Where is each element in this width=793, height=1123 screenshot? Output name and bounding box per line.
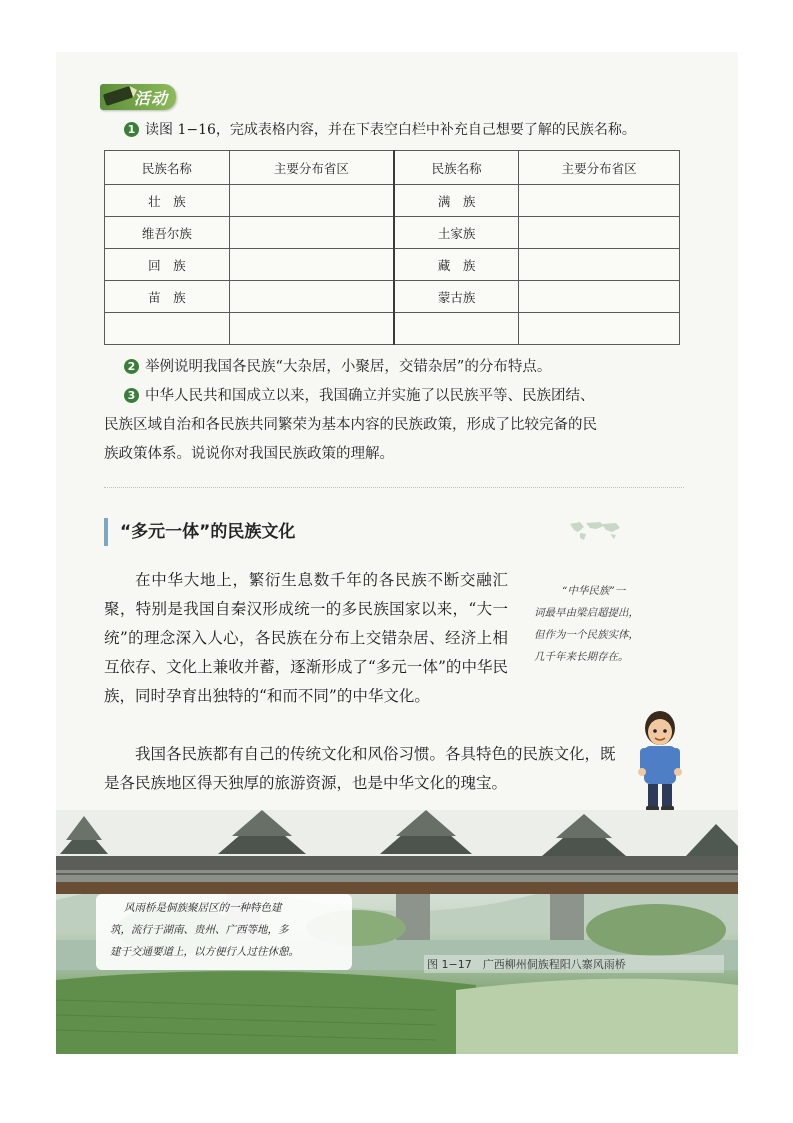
ethnic-name-cell: 回 族 (105, 249, 230, 281)
ethnic-name-cell: 维吾尔族 (105, 217, 230, 249)
question-2 (124, 353, 684, 382)
bridge-note-line: 风雨桥是侗族聚居区的一种特色建 (124, 902, 282, 914)
question-2-text: 举例说明我国各民族“大杂居，小聚居，交错杂居”的分布特点。 (145, 359, 552, 375)
question-number-1: 1 (124, 122, 139, 137)
province-cell[interactable] (519, 217, 680, 249)
body-paragraph-2: 我国各民族都有自己的传统文化和风俗习惯。各具特色的民族文化，既是各民族地区得天独厚的旅游资源，也是中华文化的瑰宝。 (104, 745, 616, 792)
question-3-line (104, 382, 688, 411)
province-cell[interactable] (519, 313, 680, 345)
table-row-blank (105, 313, 680, 345)
blank-name-cell[interactable] (105, 313, 230, 345)
table-header-cell: 主要分布省区 (229, 151, 394, 185)
side-note-line: 但作为一个民族实体， (534, 629, 639, 641)
table-header-cell: 民族名称 (394, 151, 519, 185)
table-header-row (105, 151, 680, 185)
province-cell[interactable] (519, 185, 680, 217)
table-header-cell: 民族名称 (105, 151, 230, 185)
province-cell[interactable] (229, 217, 394, 249)
question-3-text: 中华人民共和国成立以来，我国确立并实施了以民族平等、民族团结、 (145, 388, 595, 404)
section-title: “多元一体”的民族文化 (104, 518, 295, 546)
figure-caption: 图 1−17 广西柳州侗族程阳八寨风雨桥 (424, 955, 724, 973)
province-cell[interactable] (229, 249, 394, 281)
blank-name-cell[interactable] (394, 313, 519, 345)
province-cell[interactable] (229, 281, 394, 313)
student-figure (622, 706, 698, 814)
side-note-line: 词最早由梁启超提出， (534, 607, 639, 619)
activity-badge (100, 84, 176, 110)
question-3-line: 民族区域自治和各民族共同繁荣为基本内容的民族政策，形成了比较完备的民 (104, 417, 597, 433)
side-note-line: 几千年来长期存在。 (534, 651, 629, 663)
question-3 (104, 382, 688, 469)
question-1 (124, 120, 704, 140)
bridge-note-box (96, 894, 352, 970)
bridge-note-line: 筑，流行于湖南、贵州、广西等地，多 (110, 924, 289, 936)
province-cell[interactable] (229, 185, 394, 217)
province-cell[interactable] (229, 313, 394, 345)
ethnic-name-cell: 蒙古族 (394, 281, 519, 313)
ethnic-name-cell: 满 族 (394, 185, 519, 217)
table-row (105, 217, 680, 249)
province-cell[interactable] (519, 249, 680, 281)
divider (104, 487, 684, 488)
province-cell[interactable] (519, 281, 680, 313)
question-number-2: 2 (124, 359, 139, 374)
world-map-icon (566, 518, 622, 542)
table-row (105, 185, 680, 217)
activity-label: 活动 (133, 88, 168, 108)
table-header-cell: 主要分布省区 (519, 151, 680, 185)
ethnic-name-cell: 藏 族 (394, 249, 519, 281)
ethnic-name-cell: 壮 族 (105, 185, 230, 217)
question-3-line: 族政策体系。说说你对我国民族政策的理解。 (104, 446, 394, 462)
question-1-text: 读图 1−16，完成表格内容，并在下表空白栏中补充自己想要了解的民族名称。 (145, 122, 636, 138)
ethnic-name-cell: 土家族 (394, 217, 519, 249)
bridge-note-line: 建于交通要道上，以方便行人过往休憩。 (110, 946, 299, 958)
side-note (534, 580, 670, 668)
side-note-line: “中华民族”一 (562, 585, 626, 597)
table-row (105, 249, 680, 281)
question-number-3: 3 (124, 388, 139, 403)
ethnic-name-cell: 苗 族 (105, 281, 230, 313)
table-row (105, 281, 680, 313)
pencil-icon (103, 86, 133, 106)
body-paragraph-1 (104, 566, 508, 711)
ethnic-distribution-table (104, 150, 680, 345)
paragraph-1-text: 在中华大地上，繁衍生息数千年的各民族不断交融汇聚，特别是我国自秦汉形成统一的多民族国家以来，“大一统”的理念深入人心，各民族在分布上交错杂居、经济上相互依存、文化上兼收并蓄，逐渐形成了“多元一体”的中华民族，同时孕育出独特的“和而不同”的中华文化。 (104, 571, 508, 705)
